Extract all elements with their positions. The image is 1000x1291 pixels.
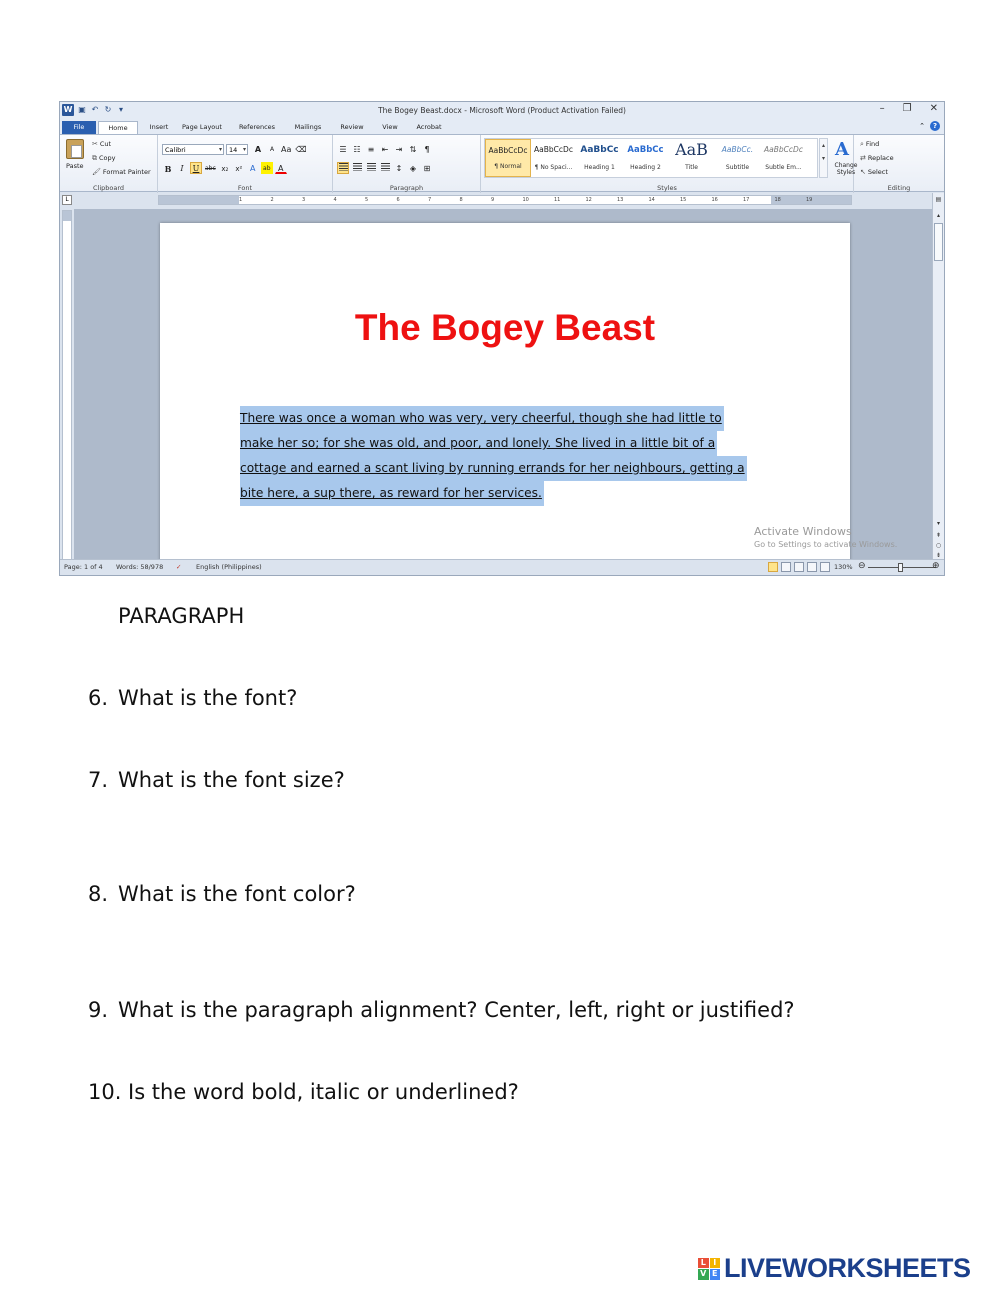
ruler-tick: 14: [648, 197, 655, 203]
tab-acrobat[interactable]: Acrobat: [416, 123, 442, 131]
style-name: Title: [685, 164, 698, 171]
paragraph-line-text: There was once a woman who was very, very cheerful, though she had little to: [240, 406, 724, 431]
web-layout-icon[interactable]: [794, 562, 804, 572]
word-logo-icon: W: [63, 105, 73, 114]
replace-button[interactable]: [860, 154, 894, 162]
view-buttons: [768, 562, 830, 572]
undo-icon[interactable]: ↶: [91, 105, 99, 114]
ruler-tick: 3: [302, 197, 306, 203]
scrollbar-thumb[interactable]: [934, 223, 943, 261]
numbering-icon[interactable]: ☷: [353, 145, 361, 154]
replace-icon: ⇄: [860, 154, 866, 162]
shading-icon[interactable]: ◈: [409, 164, 417, 173]
tab-home[interactable]: Home: [98, 121, 138, 134]
grow-font-button[interactable]: A: [254, 145, 262, 154]
paragraph-line: [240, 406, 770, 431]
zoom-in-icon[interactable]: ⊕: [932, 561, 940, 571]
style-sample: AaBbCcDc: [488, 146, 528, 155]
question-text: Is the word bold, italic or underlined?: [128, 1080, 519, 1104]
ruler-tick: 4: [333, 197, 337, 203]
cursor-icon: ↖: [860, 168, 866, 176]
style-name: ¶ No Spaci...: [534, 164, 573, 171]
style-name: Heading 1: [584, 164, 615, 171]
tab-references[interactable]: References: [238, 123, 276, 131]
style-subtitle[interactable]: [715, 139, 761, 177]
language[interactable]: English (Philippines): [196, 563, 262, 571]
select-label: Select: [867, 168, 888, 176]
logo-letter: V: [698, 1269, 709, 1280]
browse-object-icon[interactable]: ○: [935, 542, 942, 549]
vertical-ruler[interactable]: [62, 210, 72, 560]
copy-label: Copy: [99, 154, 116, 162]
italic-button[interactable]: I: [180, 164, 184, 173]
cut-label: Cut: [99, 140, 112, 148]
format-painter-label: Format Painter: [102, 168, 151, 176]
align-left-button[interactable]: [337, 162, 349, 174]
previous-page-icon[interactable]: ⇞: [935, 532, 942, 539]
ruler-tick: 11: [554, 197, 561, 203]
styles-gallery-scroll[interactable]: [819, 138, 828, 178]
tab-insert[interactable]: Insert: [149, 123, 169, 131]
next-page-icon[interactable]: ⇟: [935, 552, 942, 559]
minimize-ribbon-icon[interactable]: ⌃: [919, 122, 925, 130]
question-8: [88, 882, 356, 906]
cut-button[interactable]: [92, 140, 111, 148]
selected-paragraph[interactable]: [240, 406, 770, 506]
minimize-button[interactable]: –: [879, 103, 885, 114]
zoom-out-icon[interactable]: ⊖: [858, 561, 866, 571]
redo-icon[interactable]: ↻: [104, 105, 112, 114]
ribbon-tabs: [60, 120, 944, 134]
scroll-up-icon[interactable]: ▴: [936, 212, 940, 219]
styles-group: [481, 135, 858, 193]
word-count[interactable]: Words: 58/978: [116, 563, 164, 571]
activation-watermark: [754, 525, 897, 549]
question-10: [88, 1080, 519, 1104]
question-number: 6.: [88, 686, 109, 710]
brand-name: LIVEWORKSHEETS: [724, 1253, 971, 1283]
tab-page-layout[interactable]: Page Layout: [182, 123, 222, 131]
question-number: 9.: [88, 998, 109, 1022]
sort-icon[interactable]: ⇅: [409, 145, 417, 154]
ruler-tick: 15: [680, 197, 687, 203]
window-title: The Bogey Beast.docx - Microsoft Word (Product Activation Failed): [378, 106, 626, 115]
font-size-value: 14: [229, 146, 238, 154]
style-title[interactable]: [669, 139, 715, 177]
subscript-button[interactable]: x₂: [221, 165, 229, 173]
text-effects-button[interactable]: A: [250, 164, 256, 173]
proofing-icon[interactable]: ✓: [176, 563, 182, 571]
logo-letter: I: [710, 1258, 721, 1269]
styles-gallery: [484, 138, 818, 178]
question-number: 8.: [88, 882, 109, 906]
shrink-font-button[interactable]: A: [269, 146, 275, 153]
binoculars-icon: ⌕: [860, 140, 864, 148]
ruler-tick: 6: [396, 197, 400, 203]
editing-group-label: Editing: [887, 184, 911, 192]
ruler-tick: 12: [585, 197, 592, 203]
underline-button[interactable]: U: [190, 162, 202, 174]
multilevel-list-icon[interactable]: ≡: [367, 145, 375, 154]
ruler-tick: 17: [743, 197, 750, 203]
style-heading-1[interactable]: [577, 139, 623, 177]
question-text: What is the paragraph alignment? Center, left, right or justified?: [118, 998, 795, 1022]
paragraph-line-text: cottage and earned a scant living by running errands for her neighbours, getting a: [240, 456, 747, 481]
ribbon-help-area: [919, 121, 940, 131]
full-screen-reading-icon[interactable]: [781, 562, 791, 572]
show-marks-button[interactable]: ¶: [424, 145, 430, 154]
bullets-icon[interactable]: ☰: [339, 145, 347, 154]
paragraph-line: [240, 456, 770, 481]
font-format-tools: [162, 162, 287, 174]
section-heading: PARAGRAPH: [118, 604, 245, 628]
clipboard-group-label: Clipboard: [92, 184, 125, 192]
list-tools: [337, 143, 433, 155]
align-right-button[interactable]: [365, 162, 377, 174]
question-9: [88, 998, 795, 1022]
question-6: [88, 686, 297, 710]
title-bar: [60, 102, 944, 120]
ruler-tick: 2: [270, 197, 274, 203]
style-sample: AaBbCc: [580, 145, 619, 155]
justify-button[interactable]: [379, 162, 391, 174]
paragraph-group: [333, 135, 481, 193]
style-sample: AaBbCcDc: [764, 145, 803, 154]
styles-group-label: Styles: [657, 184, 677, 192]
tab-selector[interactable]: L: [62, 195, 72, 205]
style-sample: AaBbCcDc: [534, 145, 573, 154]
change-styles-button[interactable]: Change Styles: [834, 162, 858, 176]
font-name-value: Calibri: [165, 146, 186, 154]
question-text: What is the font size?: [118, 768, 345, 792]
ruler-tick: 9: [491, 197, 495, 203]
align-center-icon: [353, 163, 362, 171]
align-left-icon: [339, 163, 348, 171]
question-text: What is the font?: [118, 686, 298, 710]
ruler-row: [60, 193, 944, 207]
document-area[interactable]: [74, 209, 932, 561]
editing-group: [854, 135, 944, 193]
style-subtle-emphasis[interactable]: [761, 139, 807, 177]
restore-button[interactable]: ❐: [902, 103, 912, 114]
font-group: [158, 135, 333, 193]
borders-icon[interactable]: ⊞: [423, 164, 431, 173]
close-button[interactable]: ✕: [929, 103, 938, 114]
style-normal[interactable]: [485, 139, 531, 177]
find-button[interactable]: [860, 140, 879, 149]
chevron-down-icon[interactable]: ▾: [821, 155, 825, 162]
ruler-tick: 18: [774, 197, 781, 203]
align-right-icon: [367, 163, 376, 171]
decrease-indent-icon[interactable]: ⇤: [381, 145, 389, 154]
ruler-tick: 8: [459, 197, 463, 203]
page-count[interactable]: Page: 1 of 4: [64, 563, 103, 571]
question-number: 10.: [88, 1080, 122, 1104]
paragraph-line: [240, 431, 770, 456]
liveworksheets-brand: [698, 1253, 971, 1284]
tab-mailings[interactable]: Mailings: [294, 123, 322, 131]
scissors-icon: ✂: [92, 140, 98, 148]
format-painter-button[interactable]: [92, 168, 151, 176]
tab-review[interactable]: Review: [340, 123, 364, 131]
ruler-tick: 13: [617, 197, 624, 203]
window-controls: [880, 103, 938, 114]
style-sample: AaBbCc: [627, 145, 664, 155]
customize-qat-icon[interactable]: ▾: [118, 105, 123, 114]
line-spacing-icon[interactable]: ↕: [395, 164, 403, 173]
font-size-box[interactable]: [226, 144, 248, 155]
paste-button[interactable]: Paste: [66, 162, 84, 170]
ruler-left-margin: [159, 196, 239, 204]
change-styles-icon[interactable]: A: [835, 139, 849, 160]
ruler-tick: 7: [428, 197, 432, 203]
bold-button[interactable]: B: [164, 164, 172, 174]
ruler-top-margin: [63, 211, 71, 221]
outline-icon[interactable]: [807, 562, 817, 572]
status-bar: [60, 559, 944, 575]
font-group-label: Font: [237, 184, 253, 192]
strikethrough-button[interactable]: abc: [205, 165, 216, 172]
style-no-spacing[interactable]: [531, 139, 577, 177]
ruler-tick: 5: [365, 197, 369, 203]
draft-icon[interactable]: [820, 562, 830, 572]
increase-indent-icon[interactable]: ⇥: [395, 145, 403, 154]
liveworksheets-logo-icon: [698, 1258, 720, 1280]
question-text: What is the font color?: [118, 882, 356, 906]
ruler-tick: 10: [522, 197, 529, 203]
align-center-button[interactable]: [351, 162, 363, 174]
chevron-up-icon[interactable]: ▴: [821, 142, 825, 149]
scroll-down-icon[interactable]: ▾: [936, 520, 940, 527]
tab-view[interactable]: View: [382, 123, 398, 131]
change-case-button[interactable]: Aa: [281, 145, 292, 154]
question-7: [88, 768, 345, 792]
document-title: The Bogey Beast: [354, 307, 656, 348]
alignment-tools: [337, 162, 433, 174]
activation-line-1: Activate Windows: [754, 525, 852, 538]
ruler-tick: 16: [711, 197, 718, 203]
style-name: Heading 2: [630, 164, 661, 171]
word-window-screenshot: [59, 101, 945, 576]
style-name: ¶ Normal: [494, 163, 522, 170]
document-page[interactable]: [160, 223, 898, 561]
superscript-button[interactable]: x²: [235, 165, 243, 173]
question-number: 7.: [88, 768, 109, 792]
style-name: Subtitle: [725, 164, 750, 171]
style-sample: AaBbCc.: [721, 145, 754, 154]
chevron-down-icon: ▾: [242, 146, 246, 153]
paintbrush-icon: 🖌: [92, 168, 101, 176]
ruler-tick: 1: [239, 197, 243, 203]
style-sample: AaB: [675, 140, 708, 159]
save-icon[interactable]: ▣: [78, 105, 86, 114]
logo-letter: E: [710, 1269, 721, 1280]
horizontal-ruler[interactable]: [158, 195, 852, 205]
help-icon[interactable]: ?: [930, 121, 940, 131]
style-name: Subtle Em...: [765, 164, 802, 171]
font-name-box[interactable]: [162, 144, 224, 155]
find-label: Find: [865, 140, 880, 148]
highlight-button[interactable]: ab: [261, 162, 273, 174]
select-button[interactable]: [860, 168, 888, 176]
ribbon: [60, 134, 944, 192]
tab-file[interactable]: File: [62, 121, 96, 134]
zoom-slider-thumb[interactable]: [898, 563, 903, 572]
copy-icon: ⧉: [92, 154, 97, 162]
clear-formatting-icon[interactable]: ⌫: [295, 145, 307, 154]
chevron-down-icon: ▾: [218, 146, 222, 153]
print-layout-icon[interactable]: [768, 562, 778, 572]
paste-icon[interactable]: [66, 139, 84, 159]
copy-button[interactable]: [92, 154, 116, 163]
paragraph-line-text: make her so; for she was old, and poor, and lonely. She lived in a little bit of a: [240, 431, 717, 456]
font-size-tools: [252, 143, 308, 155]
activation-line-2: Go to Settings to activate Windows.: [754, 540, 898, 549]
paragraph-group-label: Paragraph: [389, 184, 424, 192]
vertical-scrollbar[interactable]: [932, 193, 944, 561]
style-heading-2[interactable]: [623, 139, 669, 177]
zoom-level[interactable]: 130%: [834, 563, 853, 571]
justify-icon: [381, 163, 390, 171]
ruler-toggle-icon[interactable]: ▤: [935, 196, 942, 203]
clipboard-group: [60, 135, 158, 193]
logo-letter: L: [698, 1258, 709, 1269]
font-color-button[interactable]: A: [275, 162, 287, 174]
paragraph-line-text: bite here, a sup there, as reward for her services.: [240, 481, 544, 506]
paragraph-line: [240, 481, 770, 506]
ruler-tick: 19: [806, 197, 813, 203]
replace-label: Replace: [867, 154, 894, 162]
